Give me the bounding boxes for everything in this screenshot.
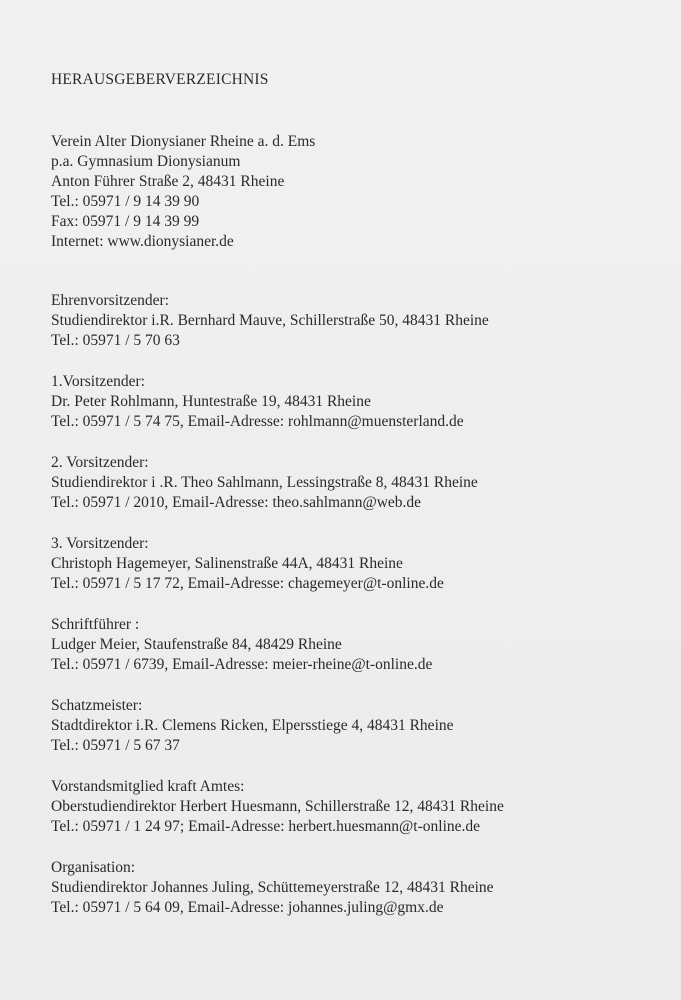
section-contact: Tel.: 05971 / 6739, Email-Adresse: meier-rheine@t-online.de <box>51 656 433 673</box>
publisher-block <box>51 132 315 252</box>
section-role: Schatzmeister: <box>51 697 143 714</box>
section-person: Dr. Peter Rohlmann, Huntestraße 19, 48431 Rheine <box>51 393 371 410</box>
section-person: Studiendirektor i .R. Theo Sahlmann, Lessingstraße 8, 48431 Rheine <box>51 474 478 491</box>
section-contact: Tel.: 05971 / 5 67 37 <box>51 737 180 754</box>
publisher-tel: Tel.: 05971 / 9 14 39 90 <box>51 193 200 210</box>
section-contact: Tel.: 05971 / 5 17 72, Email-Adresse: chagemeyer@t-online.de <box>51 575 444 592</box>
section-person: Studiendirektor Johannes Juling, Schüttemeyerstraße 12, 48431 Rheine <box>51 879 494 896</box>
section-role: 1.Vorsitzender: <box>51 373 145 390</box>
section-contact: Tel.: 05971 / 2010, Email-Adresse: theo.sahlmann@web.de <box>51 494 422 511</box>
section-person: Christoph Hagemeyer, Salinenstraße 44A, 48431 Rheine <box>51 555 403 572</box>
section-schriftfuehrer <box>51 615 432 675</box>
section-organisation <box>51 858 494 918</box>
section-vorstandsmitglied <box>51 777 504 837</box>
section-contact: Tel.: 05971 / 5 74 75, Email-Adresse: rohlmann@muensterland.de <box>51 413 464 430</box>
section-person: Stadtdirektor i.R. Clemens Ricken, Elpersstiege 4, 48431 Rheine <box>51 717 454 734</box>
section-3-vorsitzender <box>51 534 444 594</box>
section-person: Studiendirektor i.R. Bernhard Mauve, Schillerstraße 50, 48431 Rheine <box>51 312 489 329</box>
section-schatzmeister <box>51 696 454 756</box>
section-person: Oberstudiendirektor Herbert Huesmann, Schillerstraße 12, 48431 Rheine <box>51 798 504 815</box>
publisher-fax: Fax: 05971 / 9 14 39 99 <box>51 213 200 230</box>
publisher-address: Anton Führer Straße 2, 48431 Rheine <box>51 173 285 190</box>
publisher-name: Verein Alter Dionysianer Rheine a. d. Ems <box>51 133 316 150</box>
section-contact: Tel.: 05971 / 5 64 09, Email-Adresse: johannes.juling@gmx.de <box>51 899 444 916</box>
section-role: Vorstandsmitglied kraft Amtes: <box>51 778 245 795</box>
section-2-vorsitzender <box>51 453 478 513</box>
publisher-care-of: p.a. Gymnasium Dionysianum <box>51 153 241 170</box>
section-role: 2. Vorsitzender: <box>51 454 149 471</box>
section-role: Organisation: <box>51 859 136 876</box>
page-title: HERAUSGEBERVERZEICHNIS <box>51 71 269 88</box>
section-role: Ehrenvorsitzender: <box>51 292 169 309</box>
section-role: 3. Vorsitzender: <box>51 535 149 552</box>
section-person: Ludger Meier, Staufenstraße 84, 48429 Rheine <box>51 636 342 653</box>
section-contact: Tel.: 05971 / 1 24 97; Email-Adresse: herbert.huesmann@t-online.de <box>51 818 481 835</box>
publisher-internet: Internet: www.dionysianer.de <box>51 233 234 250</box>
section-ehrenvorsitzender <box>51 291 489 351</box>
section-1-vorsitzender <box>51 372 464 432</box>
section-role: Schriftführer : <box>51 616 140 633</box>
section-contact: Tel.: 05971 / 5 70 63 <box>51 332 180 349</box>
